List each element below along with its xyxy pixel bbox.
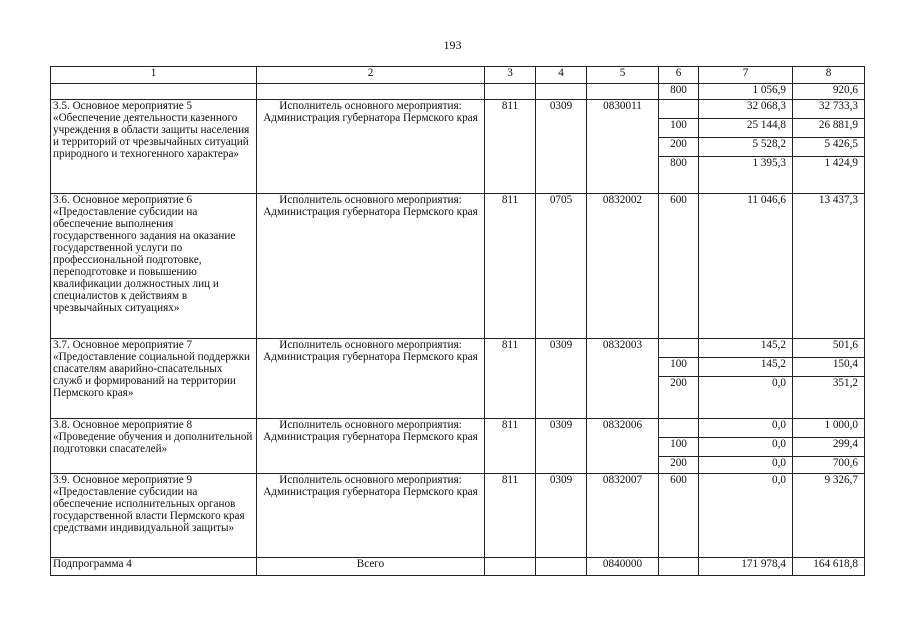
header-cell: 6: [659, 67, 699, 84]
amount-cell: 9 326,7: [793, 474, 865, 558]
amount-cell: 0,0: [699, 457, 793, 474]
expense-type-cell: [659, 339, 699, 358]
expense-type-cell: 200: [659, 377, 699, 419]
header-cell: 7: [699, 67, 793, 84]
executor-cell: Исполнитель основного мероприятия: Администрация губернатора Пермского края: [257, 100, 485, 194]
code-cell: 0309: [536, 419, 587, 474]
amount-cell: 145,2: [699, 339, 793, 358]
amount-cell: 150,4: [793, 358, 865, 377]
empty-cell: [536, 84, 587, 100]
empty-cell: [659, 558, 699, 576]
empty-cell: [485, 84, 536, 100]
activity-name-cell: 3.6. Основное мероприятие 6 «Предоставление субсидии на обеспечение выполнения государственного задания на оказание государственной услуги по профессиональной подготовке, переподготовке и повышению квалификации должностных лиц и специалистов к действиям в чрезвычайных ситуациях»: [51, 194, 257, 339]
code-cell: 0830011: [587, 100, 659, 194]
amount-cell: 164 618,8: [793, 558, 865, 576]
expense-type-cell: 600: [659, 474, 699, 558]
carry-over-row: [51, 84, 865, 100]
empty-cell: [485, 558, 536, 576]
code-cell: 0832003: [587, 339, 659, 419]
amount-cell: 0,0: [699, 438, 793, 457]
code-cell: 0309: [536, 339, 587, 419]
subprogram-name-cell: Подпрограмма 4: [51, 558, 257, 576]
amount-cell: 1 056,9: [699, 84, 793, 100]
expense-type-cell: [659, 419, 699, 438]
amount-cell: 13 437,3: [793, 194, 865, 339]
amount-cell: 0,0: [699, 419, 793, 438]
amount-cell: 171 978,4: [699, 558, 793, 576]
amount-cell: 501,6: [793, 339, 865, 358]
amount-cell: 700,6: [793, 457, 865, 474]
expense-type-cell: 600: [659, 194, 699, 339]
header-cell: 3: [485, 67, 536, 84]
amount-cell: 32 733,3: [793, 100, 865, 119]
code-cell: 0832002: [587, 194, 659, 339]
executor-cell: Всего: [257, 558, 485, 576]
table-row: [51, 194, 865, 339]
executor-cell: Исполнитель основного мероприятия: Администрация губернатора Пермского края: [257, 419, 485, 474]
amount-cell: 0,0: [699, 474, 793, 558]
amount-cell: 11 046,6: [699, 194, 793, 339]
amount-cell: 299,4: [793, 438, 865, 457]
empty-cell: [587, 84, 659, 100]
code-cell: 0309: [536, 100, 587, 194]
table-row: [51, 100, 865, 119]
table-row: [51, 419, 865, 438]
activity-name-cell: 3.8. Основное мероприятие 8 «Проведение обучения и дополнительной подготовки спасателей»: [51, 419, 257, 474]
empty-cell: [257, 84, 485, 100]
expense-type-cell: 800: [659, 157, 699, 194]
amount-cell: 0,0: [699, 377, 793, 419]
amount-cell: 25 144,8: [699, 119, 793, 138]
total-row: [51, 558, 865, 576]
header-cell: 5: [587, 67, 659, 84]
table-row: [51, 474, 865, 558]
table-row: [51, 339, 865, 358]
code-cell: 0832007: [587, 474, 659, 558]
amount-cell: 5 426,5: [793, 138, 865, 157]
amount-cell: 145,2: [699, 358, 793, 377]
budget-table: [50, 66, 865, 576]
executor-cell: Исполнитель основного мероприятия: Администрация губернатора Пермского края: [257, 474, 485, 558]
header-cell: 1: [51, 67, 257, 84]
activity-name-cell: 3.5. Основное мероприятие 5 «Обеспечение деятельности казенного учреждения в области защиты населения и территорий от чрезвычайных ситуаций природного и техногенного характера»: [51, 100, 257, 194]
code-cell: 811: [485, 100, 536, 194]
expense-type-cell: [659, 100, 699, 119]
empty-cell: [51, 84, 257, 100]
amount-cell: 920,6: [793, 84, 865, 100]
code-cell: 0705: [536, 194, 587, 339]
header-cell: 2: [257, 67, 485, 84]
code-cell: 811: [485, 419, 536, 474]
page-number: 193: [443, 38, 462, 52]
amount-cell: 26 881,9: [793, 119, 865, 138]
expense-type-cell: 200: [659, 138, 699, 157]
code-cell: 811: [485, 474, 536, 558]
header-cell: 8: [793, 67, 865, 84]
amount-cell: 351,2: [793, 377, 865, 419]
expense-type-cell: 100: [659, 119, 699, 138]
expense-type-cell: 800: [659, 84, 699, 100]
code-cell: 811: [485, 339, 536, 419]
code-cell: 0309: [536, 474, 587, 558]
expense-type-cell: 100: [659, 358, 699, 377]
amount-cell: 1 395,3: [699, 157, 793, 194]
expense-type-cell: 100: [659, 438, 699, 457]
amount-cell: 5 528,2: [699, 138, 793, 157]
executor-cell: Исполнитель основного мероприятия: Администрация губернатора Пермского края: [257, 194, 485, 339]
executor-cell: Исполнитель основного мероприятия: Администрация губернатора Пермского края: [257, 339, 485, 419]
activity-name-cell: 3.7. Основное мероприятие 7 «Предоставление социальной поддержки спасателям аварийно-спасательных служб и формирований на территории Пермского края»: [51, 339, 257, 419]
table-header-row: [51, 67, 865, 84]
code-cell: 811: [485, 194, 536, 339]
expense-type-cell: 200: [659, 457, 699, 474]
amount-cell: 32 068,3: [699, 100, 793, 119]
header-cell: 4: [536, 67, 587, 84]
amount-cell: 1 424,9: [793, 157, 865, 194]
code-cell: 0840000: [587, 558, 659, 576]
code-cell: 0832006: [587, 419, 659, 474]
empty-cell: [536, 558, 587, 576]
amount-cell: 1 000,0: [793, 419, 865, 438]
activity-name-cell: 3.9. Основное мероприятие 9 «Предоставление субсидии на обеспечение исполнительных органов государственной власти Пермского края средствами индивидуальной защиты»: [51, 474, 257, 558]
